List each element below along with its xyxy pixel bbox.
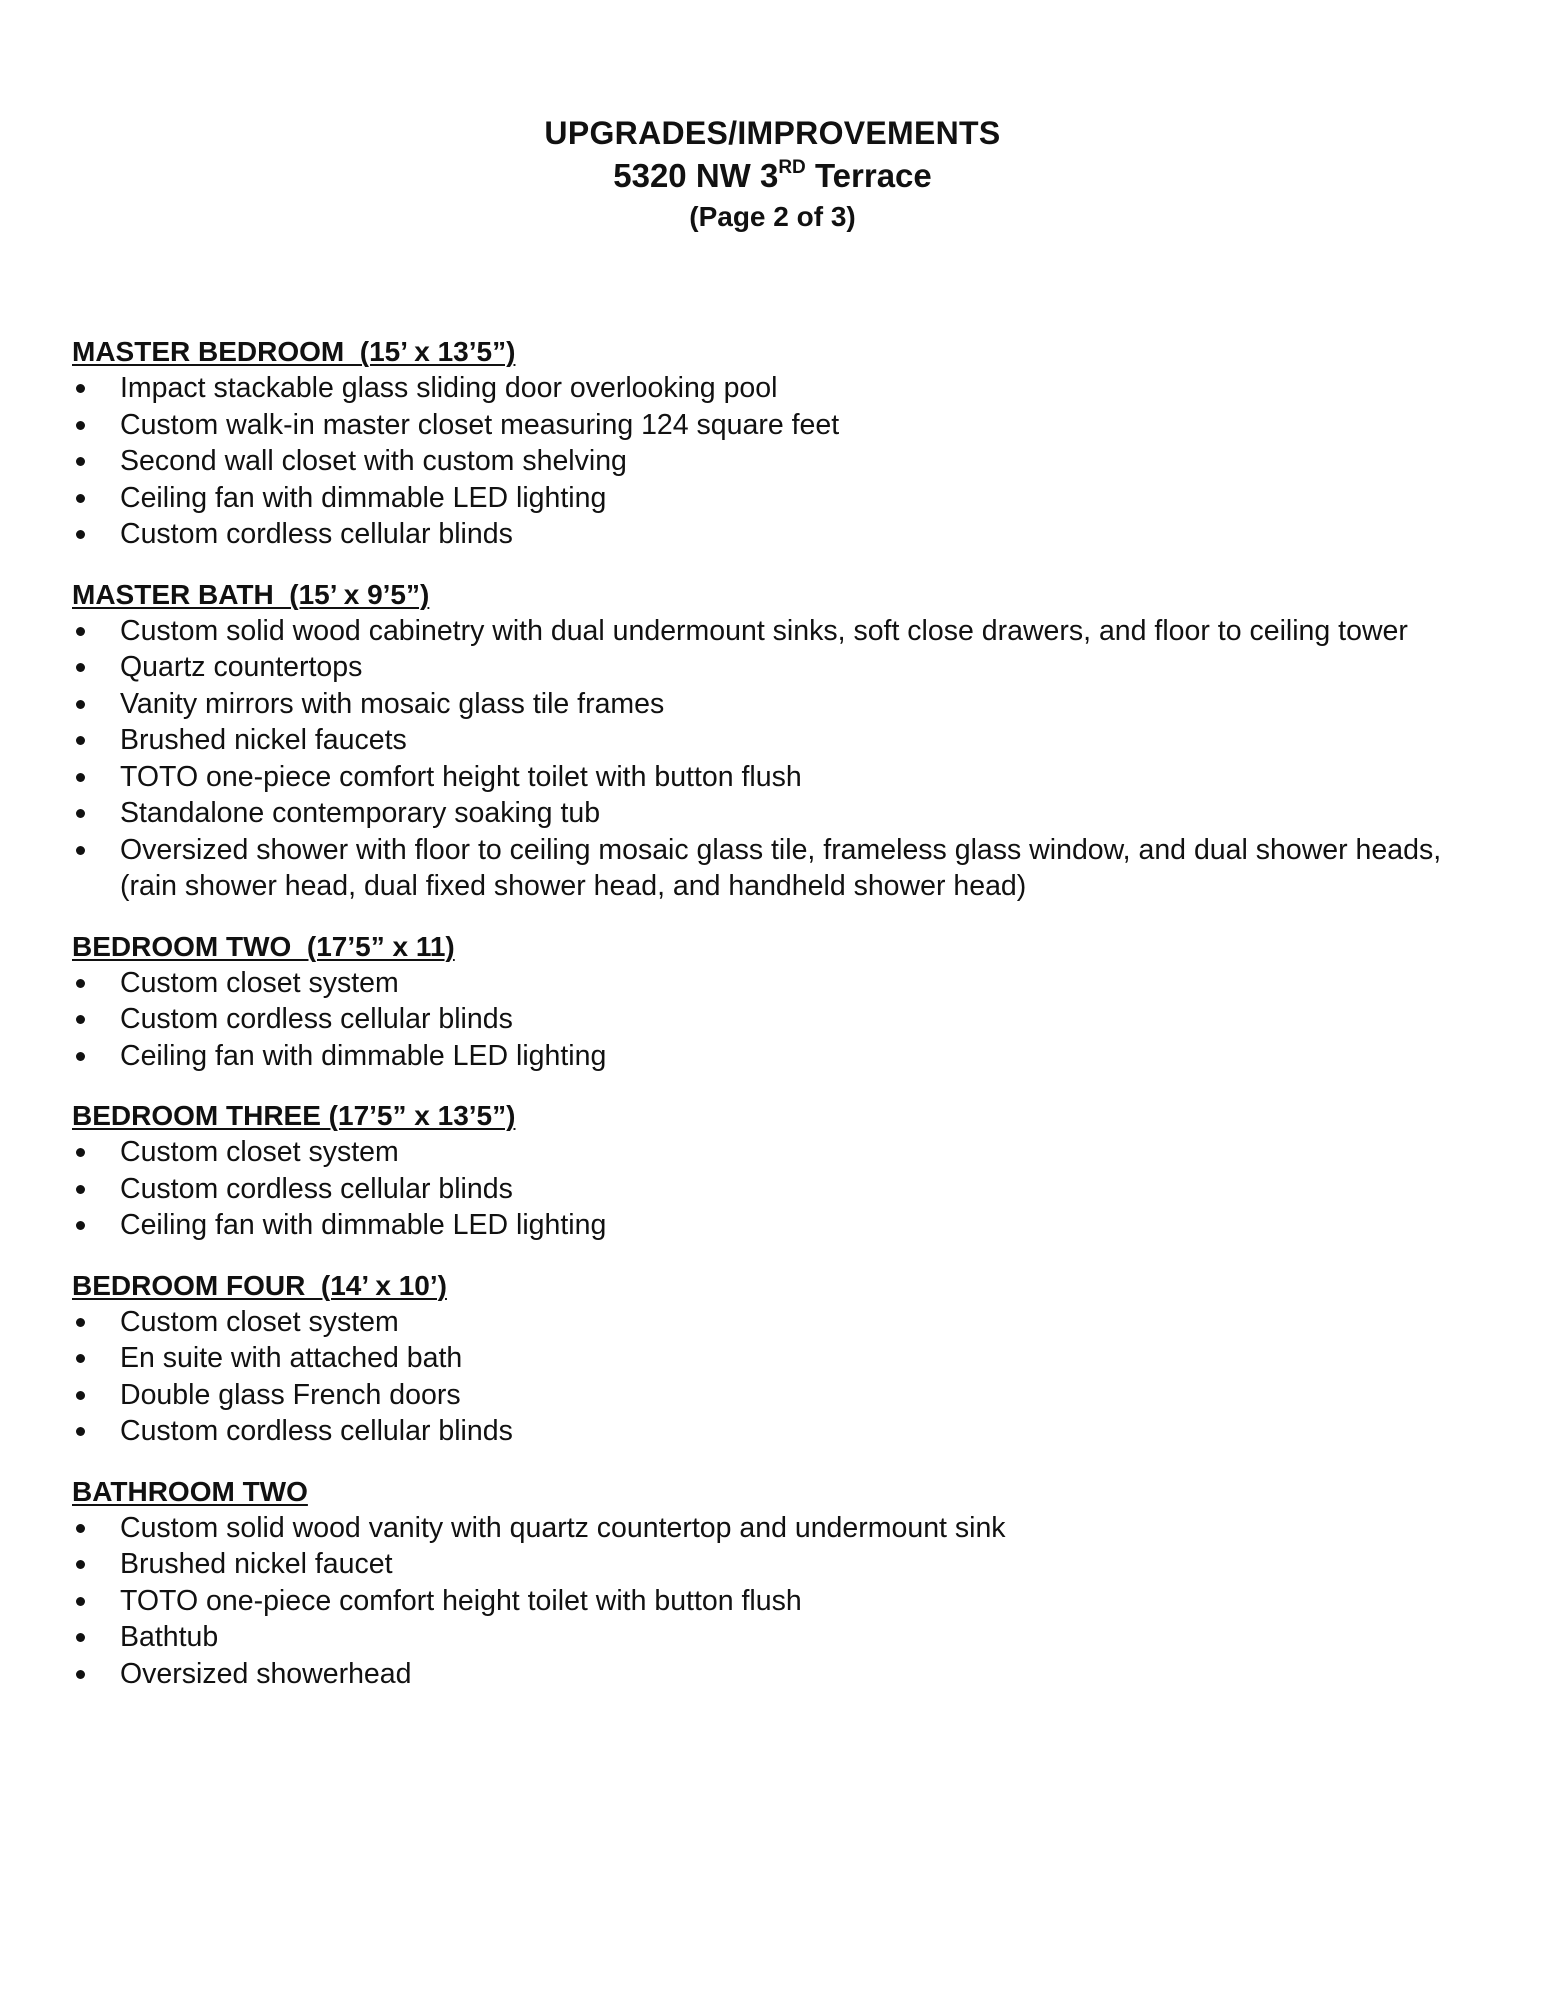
- bullet-icon: [76, 1052, 85, 1061]
- feature-list-item: [72, 1134, 1472, 1171]
- feature-text: Quartz countertops: [120, 651, 363, 683]
- feature-list-item: [72, 1546, 1472, 1583]
- bullet-icon: [76, 846, 85, 855]
- bullet-icon: [76, 1670, 85, 1679]
- bullet-icon: [76, 1633, 85, 1642]
- feature-text: Brushed nickel faucet: [120, 1548, 393, 1580]
- room-section: [72, 1474, 1472, 1693]
- feature-list-item: [72, 1377, 1472, 1414]
- bullet-icon: [76, 700, 85, 709]
- feature-text: Custom cordless cellular blinds: [120, 518, 513, 550]
- feature-list-item: [72, 649, 1472, 686]
- feature-list: [72, 1510, 1472, 1693]
- feature-list-item: [72, 407, 1472, 444]
- room-section: [72, 1268, 1472, 1450]
- feature-text: Brushed nickel faucets: [120, 724, 407, 756]
- feature-list-item: [72, 1510, 1472, 1547]
- feature-text: Custom walk-in master closet measuring 124 square feet: [120, 408, 840, 441]
- bullet-icon: [76, 1560, 85, 1569]
- feature-text: Custom closet system: [120, 966, 399, 999]
- feature-text: Standalone contemporary soaking tub: [120, 797, 601, 829]
- feature-text: Custom solid wood vanity with quartz countertop and undermount sink: [120, 1511, 1006, 1544]
- feature-list-item: [72, 1656, 1472, 1693]
- page-number-label: (Page 2 of 3): [689, 201, 856, 232]
- feature-list: [72, 965, 1472, 1075]
- bullet-icon: [76, 1597, 85, 1606]
- section-heading: BEDROOM FOUR (14’ x 10’): [72, 1269, 447, 1301]
- feature-list-item: [72, 795, 1472, 832]
- room-section: [72, 1098, 1472, 1244]
- room-section: [72, 929, 1472, 1075]
- feature-list-item: [72, 613, 1472, 650]
- feature-list-item: [72, 1619, 1472, 1656]
- address-main: 5320 NW 3: [613, 157, 779, 194]
- feature-list-item: [72, 1038, 1472, 1075]
- bullet-icon: [76, 1354, 85, 1363]
- feature-list-item: [72, 1413, 1472, 1450]
- room-section: [72, 334, 1472, 553]
- feature-list: [72, 1134, 1472, 1244]
- feature-list-item: [72, 1207, 1472, 1244]
- feature-list: [72, 370, 1472, 553]
- bullet-icon: [76, 1221, 85, 1230]
- feature-list-item: [72, 1340, 1472, 1377]
- feature-text: Ceiling fan with dimmable LED lighting: [120, 1039, 607, 1072]
- bullet-icon: [76, 1148, 85, 1157]
- bullet-icon: [76, 530, 85, 539]
- section-heading: MASTER BATH (15’ x 9’5”): [72, 578, 430, 610]
- feature-text: Oversized showerhead: [120, 1657, 412, 1690]
- address-end: Terrace: [805, 157, 932, 194]
- bullet-icon: [76, 809, 85, 818]
- feature-list-item: [72, 480, 1472, 517]
- bullet-icon: [76, 773, 85, 782]
- bullet-icon: [76, 979, 85, 988]
- feature-list-item: [72, 516, 1472, 553]
- bullet-icon: [76, 494, 85, 503]
- feature-text: Impact stackable glass sliding door overlooking pool: [120, 372, 778, 404]
- feature-list: [72, 613, 1472, 905]
- bullet-icon: [76, 1391, 85, 1400]
- feature-list-item: [72, 1583, 1472, 1620]
- feature-list-item: [72, 832, 1472, 905]
- bullet-icon: [76, 627, 85, 636]
- bullet-icon: [76, 1427, 85, 1436]
- bullet-icon: [76, 457, 85, 466]
- feature-text: Custom cordless cellular blinds: [120, 1003, 513, 1035]
- feature-text: TOTO one-piece comfort height toilet with button flush: [120, 760, 802, 793]
- section-heading: BEDROOM THREE (17’5” x 13’5”): [72, 1100, 516, 1131]
- bullet-icon: [76, 736, 85, 745]
- bullet-icon: [76, 1185, 85, 1194]
- property-address: [0, 154, 1545, 198]
- feature-list-item: [72, 1304, 1472, 1341]
- bullet-icon: [76, 421, 85, 430]
- feature-text: Vanity mirrors with mosaic glass tile frames: [120, 687, 665, 720]
- address-superscript: RD: [778, 157, 806, 178]
- document-header: [0, 112, 1545, 236]
- document-title: UPGRADES/IMPROVEMENTS: [544, 115, 1001, 151]
- feature-text: Custom cordless cellular blinds: [120, 1415, 513, 1447]
- feature-text: Custom closet system: [120, 1136, 399, 1168]
- bullet-icon: [76, 1015, 85, 1024]
- feature-list-item: [72, 722, 1472, 759]
- feature-text: Second wall closet with custom shelving: [120, 445, 627, 477]
- feature-text: Bathtub: [120, 1621, 219, 1653]
- feature-list-item: [72, 759, 1472, 796]
- bullet-icon: [76, 384, 85, 393]
- feature-list-item: [72, 686, 1472, 723]
- feature-text: Custom cordless cellular blinds: [120, 1172, 513, 1205]
- feature-text: Double glass French doors: [120, 1378, 461, 1411]
- sections-container: [72, 334, 1472, 1716]
- feature-list-item: [72, 965, 1472, 1002]
- feature-list-item: [72, 443, 1472, 480]
- feature-text: En suite with attached bath: [120, 1342, 463, 1374]
- feature-text: Oversized shower with floor to ceiling mosaic glass tile, frameless glass window, and dual shower heads, (rain shower head, dual fixed shower head, and handheld shower head): [120, 833, 1442, 902]
- section-heading: BEDROOM TWO (17’5” x 11): [72, 930, 455, 962]
- bullet-icon: [76, 1318, 85, 1327]
- feature-text: Custom closet system: [120, 1305, 399, 1338]
- feature-text: Custom solid wood cabinetry with dual undermount sinks, soft close drawers, and floor to ceiling tower: [120, 614, 1408, 647]
- feature-list-item: [72, 1171, 1472, 1208]
- room-section: [72, 577, 1472, 905]
- feature-text: TOTO one-piece comfort height toilet with button flush: [120, 1584, 802, 1617]
- feature-list-item: [72, 370, 1472, 407]
- feature-text: Ceiling fan with dimmable LED lighting: [120, 481, 607, 514]
- bullet-icon: [76, 663, 85, 672]
- section-heading: BATHROOM TWO: [72, 1475, 308, 1507]
- section-heading: MASTER BEDROOM (15’ x 13’5”): [72, 336, 516, 367]
- feature-list: [72, 1304, 1472, 1450]
- bullet-icon: [76, 1524, 85, 1533]
- feature-text: Ceiling fan with dimmable LED lighting: [120, 1209, 607, 1241]
- feature-list-item: [72, 1001, 1472, 1038]
